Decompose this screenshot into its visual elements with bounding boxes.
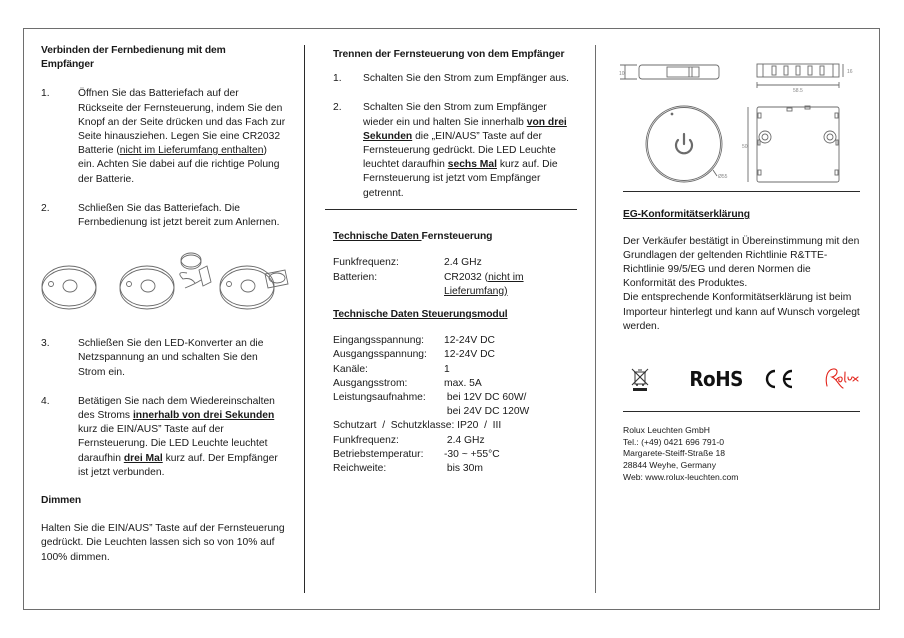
- spec-row: [333, 434, 578, 448]
- spec-row: [333, 363, 578, 377]
- company-contact: [623, 425, 863, 483]
- step-emphasis: innerhalb von drei Sekunden: [132, 410, 275, 422]
- module-height-side-dimension: 16: [847, 69, 853, 75]
- pairing-step: [41, 395, 286, 480]
- spec-value: bis 30m: [444, 462, 483, 474]
- brand-name: Rolux: [821, 365, 824, 367]
- section-heading-pairing: Verbinden der Fernbedienung mit dem Empfänger: [41, 45, 226, 71]
- spec-value: bei 24V DC 120W: [444, 406, 530, 418]
- spec-value-underline: nicht im Lieferumfang): [444, 271, 524, 297]
- remote-open-drawing: [120, 253, 211, 309]
- column-drawings-and-conformity: [619, 44, 863, 483]
- step-emphasis: von drei Sekunden: [363, 116, 567, 142]
- spec-value: 12-24V DC: [444, 349, 495, 361]
- step-number: 3.: [41, 338, 50, 350]
- spec-row: [333, 462, 578, 476]
- step-number: 4.: [41, 395, 50, 407]
- section-divider: [623, 191, 860, 192]
- spec-key: [333, 405, 444, 419]
- spec-value: -30 ~ +55°C: [444, 448, 500, 460]
- section-heading-module-specs: Technische Daten Steuerungsmodul: [333, 308, 508, 320]
- step-text: Schalten Sie den Strom zum Empfänger wieder ein und halten Sie innerhalb: [363, 102, 547, 128]
- step-number: 2.: [333, 102, 342, 114]
- battery-insertion-illustration: [39, 248, 286, 314]
- weee-crossed-bin-icon: [631, 367, 649, 391]
- company-website[interactable]: Web: www.rolux-leuchten.com: [623, 471, 739, 482]
- pairing-step: [41, 337, 286, 380]
- spec-row: [333, 256, 578, 270]
- step-text: kurz auf. Die Fernsteuerung ist jetzt vom Empfänger getrennt.: [363, 159, 558, 199]
- conformity-text: Der Verkäufer bestätigt in Übereinstimmung mit den Grundlagen der geltenden Richtlinie R&TTE-Richtlinie 99/5/EG und deren Normen die Konformität des Produktes.: [623, 235, 860, 290]
- spec-row: [333, 377, 578, 391]
- rohs-mark: RoHS: [689, 366, 743, 391]
- column-divider: [595, 45, 596, 593]
- spec-row: [333, 348, 578, 362]
- step-number: 1.: [333, 73, 342, 85]
- rolux-brand-logo: [821, 366, 861, 392]
- section-heading-conformity: EG-Konformitätserklärung: [623, 209, 750, 221]
- spec-row: [333, 448, 578, 462]
- module-side-view-drawing: [757, 64, 853, 94]
- remote-diameter-dimension: Ø55: [718, 174, 728, 180]
- step-number: 1.: [41, 88, 50, 100]
- column-unpair-and-specs: [333, 44, 578, 476]
- step-text: Betätigen Sie nach dem Wiedereinschalten des Stroms: [78, 395, 275, 422]
- section-divider: [623, 411, 860, 412]
- heading-part: Fernsteuerung: [421, 231, 493, 243]
- step-number: 2.: [41, 202, 50, 214]
- spec-key: Funkfrequenz:: [333, 434, 399, 446]
- pairing-step: [41, 202, 286, 230]
- unpair-steps: [333, 72, 578, 201]
- step-text: Öffnen Sie das Batteriefach auf der Rückseite der Fernsteuerung, indem Sie den Knopf an der Seite drücken und das Fach zur Seite hinausziehen. Legen Sie eine CR2032 Batterie (: [78, 88, 286, 157]
- spec-value: bei 12V DC 60W/: [444, 391, 527, 403]
- spec-value-text: CR2032 (: [444, 271, 489, 283]
- module-width-dimension: 58.5: [793, 88, 803, 94]
- spec-key: Batterien:: [333, 271, 378, 283]
- spec-key: Funkfrequenz:: [333, 257, 399, 269]
- step-emphasis: drei Mal: [123, 452, 163, 464]
- remote-side-dimension: 10: [619, 71, 625, 77]
- remote-side-view-drawing: [619, 65, 719, 79]
- pairing-step: [41, 87, 286, 186]
- spec-value: [444, 271, 544, 299]
- step-text: Schalten Sie den Strom zum Empfänger aus.: [363, 73, 570, 85]
- unpair-step: [333, 72, 578, 86]
- heading-part: Technische Daten: [333, 231, 422, 243]
- section-heading-unpair: Trennen der Fernsteuerung von dem Empfänger: [333, 49, 565, 60]
- company-name: Rolux Leuchten GmbH: [623, 425, 710, 436]
- remote-spec-table: [333, 256, 578, 299]
- ce-mark: [761, 368, 795, 390]
- company-street: Margarete-Steiff-Straße 18: [623, 448, 726, 459]
- section-divider: [325, 209, 577, 210]
- section-heading-dimming: Dimmen: [41, 495, 82, 507]
- step-text: die „EIN/AUS” Taste auf der Fernsteuerung gedrückt. Die LED Leuchte leuchtet daraufhin: [363, 130, 556, 171]
- spec-value: 2.4 GHz: [444, 257, 482, 269]
- section-heading-remote-specs: [333, 230, 578, 244]
- step-text: Schließen Sie den LED-Konverter an die Netzspannung an und schalten Sie den Strom ein.: [78, 338, 264, 378]
- remote-closed-drawing: [42, 266, 96, 309]
- step-text: kurz auf. Der Empfänger ist jetzt verbunden.: [78, 452, 278, 478]
- spec-value: 2.4 GHz: [444, 434, 485, 446]
- spec-row: [333, 334, 578, 348]
- remote-battery-inserted-drawing: [220, 266, 288, 309]
- pairing-steps: [41, 337, 286, 480]
- spec-key: Betriebstemperatur:: [333, 448, 424, 460]
- spec-key: Eingangsspannung:: [333, 335, 425, 347]
- spec-row: [333, 391, 578, 405]
- unpair-step: [333, 101, 578, 200]
- column-pairing: [41, 44, 286, 565]
- step-text: ) ein. Achten Sie dabei auf die richtige Polung der Batterie.: [78, 145, 280, 185]
- module-spec-table: [333, 334, 578, 476]
- step-emphasis: sechs Mal: [447, 159, 497, 171]
- remote-top-view-drawing: [646, 106, 728, 182]
- conformity-text: Die entsprechende Konformitätserklärung ist beim Importeur hinterlegt und kann auf Wunsch vorgelegt werden.: [623, 292, 860, 332]
- module-top-view-drawing: [742, 106, 839, 182]
- spec-key: Kanäle:: [333, 363, 368, 375]
- spec-key: Reichweite:: [333, 462, 387, 474]
- step-text: kurz die EIN/AUS” Taste auf der Fernsteuerung. Die LED Leuchte leuchtet daraufhin: [78, 424, 268, 464]
- company-city: 28844 Weyhe, Germany: [623, 460, 716, 470]
- pairing-steps: [41, 87, 286, 230]
- technical-drawings: [617, 52, 863, 192]
- spec-value: max. 5A: [444, 377, 482, 389]
- spec-key: Ausgangsspannung:: [333, 349, 427, 361]
- spec-row: [333, 405, 578, 419]
- step-underline-text: nicht im Lieferumfang enthalten: [119, 145, 264, 157]
- certification-marks: [623, 364, 863, 394]
- dimming-text: Halten Sie die EIN/AUS” Taste auf der Fernsteuerung gedrückt. Die Leuchten lassen sich so von 10% auf 100% dimmen.: [41, 523, 285, 563]
- spec-key: Leistungsaufnahme:: [333, 391, 426, 403]
- spec-row: [333, 271, 578, 299]
- module-depth-dimension: 50: [742, 144, 748, 150]
- spec-value: 1: [444, 363, 450, 375]
- power-icon: [676, 134, 692, 153]
- protection-class: Schutzart / Schutzklasse: IP20 / III: [333, 420, 502, 432]
- step-text: Schließen Sie das Batteriefach. Die Fernbedienung ist jetzt bereit zum Anlernen.: [78, 202, 280, 229]
- spec-value: 12-24V DC: [444, 335, 495, 347]
- company-phone: Tel.: (+49) 0421 696 791-0: [623, 436, 725, 447]
- column-divider: [304, 45, 305, 593]
- spec-key: Ausgangsstrom:: [333, 377, 408, 389]
